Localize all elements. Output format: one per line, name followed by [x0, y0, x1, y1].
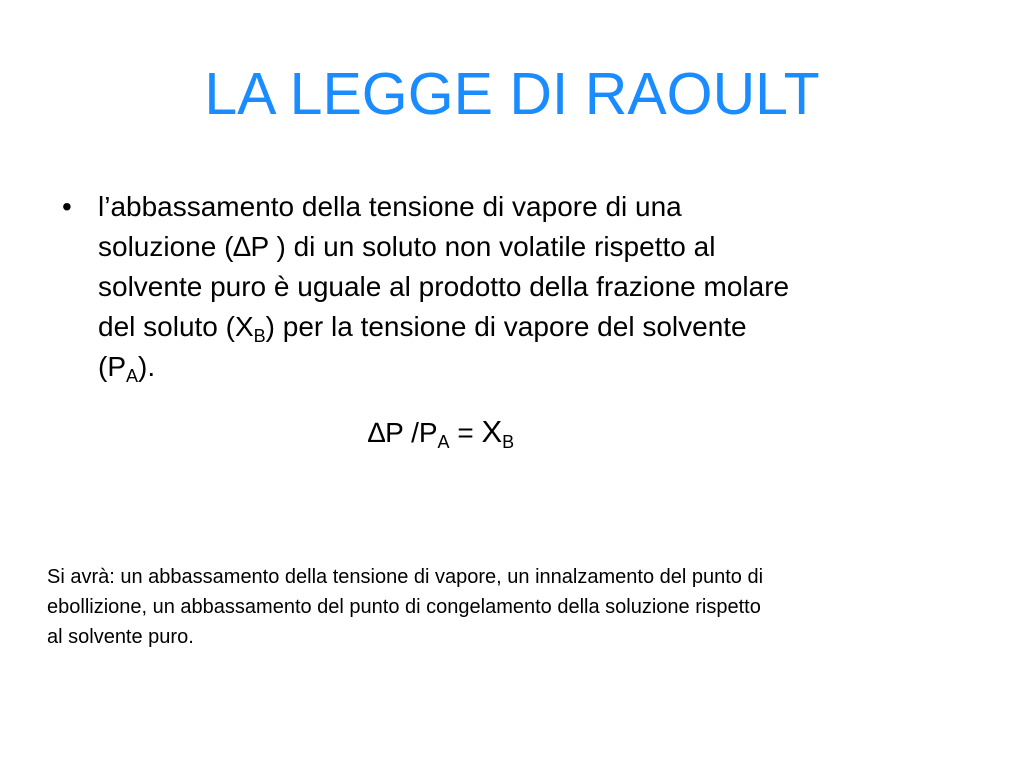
- subscript-a: A: [126, 366, 139, 386]
- bullet-line-5-end: ).: [138, 351, 156, 382]
- bullet-line-1: l’abbassamento della tensione di vapore di una: [98, 191, 682, 222]
- bullet-line-5-start: (P: [98, 351, 126, 382]
- bullet-line-2: soluzione (∆P ) di un soluto non volatile rispetto al: [98, 231, 716, 262]
- formula-rhs: X: [481, 414, 503, 449]
- note-line-1: Si avrà: un abbassamento della tensione di vapore, un innalzamento del punto di: [47, 566, 764, 588]
- raoult-formula: [368, 412, 514, 453]
- formula-lhs-subscript: A: [437, 432, 450, 452]
- subscript-b: B: [253, 326, 266, 346]
- summary-note: [47, 562, 987, 652]
- bullet-line-4-end: ) per la tensione di vapore del solvente: [265, 311, 747, 342]
- slide-title: LA LEGGE DI RAOULT: [204, 61, 820, 127]
- bullet-marker: •: [62, 191, 72, 222]
- bullet-line-3: solvente puro è uguale al prodotto della frazione molare: [98, 271, 790, 302]
- bullet-line-4: [98, 307, 958, 347]
- bullet-line-4-start: del soluto (X: [98, 311, 254, 342]
- bullet-line-5: [98, 347, 958, 387]
- formula-equals: =: [449, 417, 482, 448]
- note-line-2: ebollizione, un abbassamento del punto di congelamento della soluzione rispetto: [47, 596, 761, 618]
- formula-rhs-subscript: B: [502, 432, 515, 452]
- formula-lhs: ∆P /P: [368, 417, 438, 448]
- note-line-3: al solvente puro.: [47, 626, 194, 648]
- bullet-text: [98, 187, 958, 387]
